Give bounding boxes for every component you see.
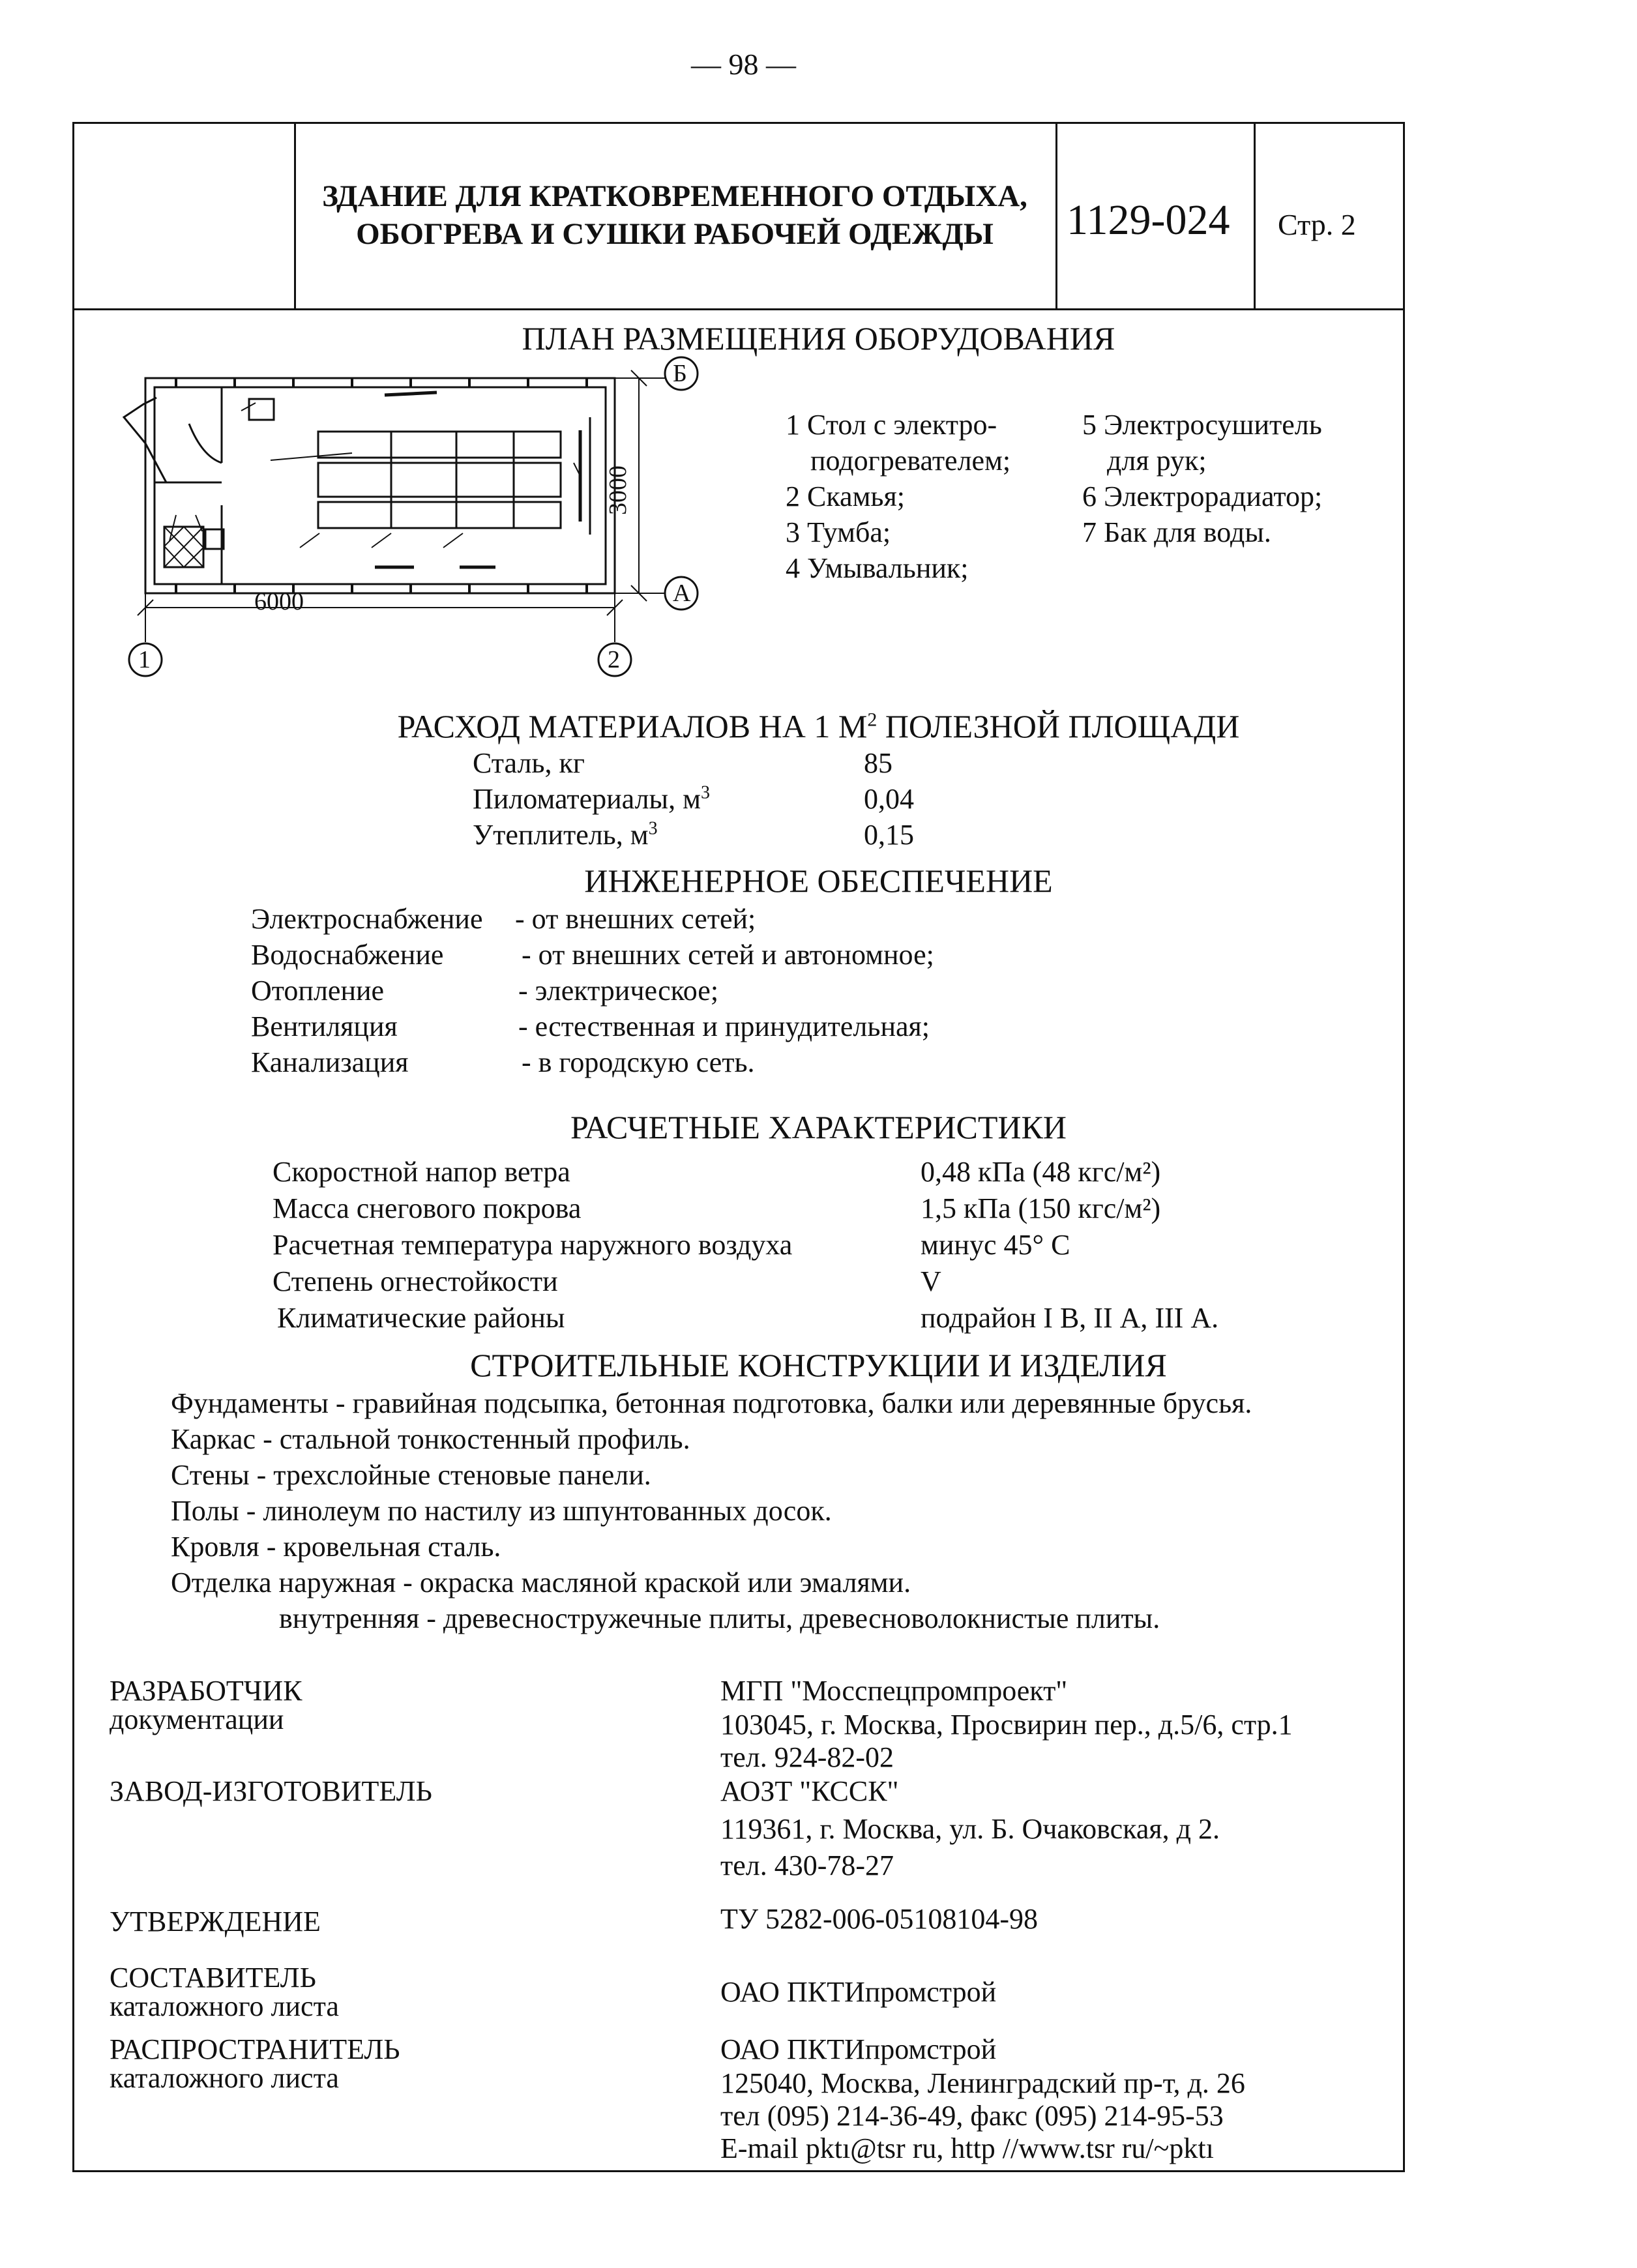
factory-address: 119361, г. Москва, ул. Б. Очаковская, д 2. — [720, 1813, 1220, 1845]
material-label-steel: Сталь, кг — [473, 747, 585, 779]
legend-item-7: 7 Бак для воды. — [1082, 516, 1271, 548]
plan-height-dimension: 3000 — [604, 465, 632, 515]
materials-title-sup: 2 — [867, 709, 877, 731]
engineering-value-sewage: - в городскую сеть. — [522, 1046, 755, 1078]
calc-label-fire: Степень огнестойкости — [273, 1265, 558, 1297]
construction-roof: Кровля - кровельная сталь. — [171, 1531, 501, 1563]
engineering-label-power: Электроснабжение — [251, 903, 483, 935]
compiler-sublabel: каталожного листа — [110, 1990, 339, 2022]
plan-width-dimension: 6000 — [254, 588, 304, 615]
calc-value-snow: 1,5 кПа (150 кгс/м²) — [921, 1192, 1161, 1224]
distributor-phone: тел (095) 214-36-49, факс (095) 214-95-53 — [720, 2100, 1224, 2132]
page-number: — 98 — — [691, 48, 796, 81]
material-label-insulation: Утеплитель, $м^3$ — [473, 818, 658, 851]
header-col2-divider — [1055, 122, 1057, 308]
legend-item-1-cont: подогревателем; — [810, 445, 1011, 477]
calc-title: РАСЧЕТНЫЕ ХАРАКТЕРИСТИКИ — [570, 1109, 1067, 1145]
approval-value: ТУ 5282-006-05108104-98 — [720, 1903, 1038, 1935]
calc-label-temperature: Расчетная температура наружного воздуха — [273, 1229, 793, 1261]
legend-item-5-cont: для рук; — [1107, 445, 1207, 477]
construction-floors: Полы - линолеум по настилу из шпунтованных досок. — [171, 1495, 832, 1527]
engineering-title: ИНЖЕНЕРНОЕ ОБЕСПЕЧЕНИЕ — [584, 862, 1053, 899]
construction-frame: Каркас - стальной тонкостенный профиль. — [171, 1423, 690, 1455]
plan-title: ПЛАН РАЗМЕЩЕНИЯ ОБОРУДОВАНИЯ — [522, 320, 1115, 357]
header-col3-divider — [1254, 122, 1256, 308]
document-title — [297, 177, 1053, 253]
calc-value-wind: 0,48 кПа (48 кгс/м²) — [921, 1156, 1161, 1188]
axis-a-label: А — [673, 580, 691, 607]
construction-finish-exterior: Отделка наружная - окраска масляной краской или эмалями. — [171, 1567, 911, 1598]
distributor-label: РАСПРОСТРАНИТЕЛЬ — [110, 2033, 400, 2065]
distributor-email: E-mail pktı@tsr ru, http //www.tsr ru/~pktı — [720, 2132, 1214, 2164]
distributor-sublabel: каталожного листа — [110, 2062, 339, 2094]
developer-sublabel: документации — [110, 1703, 284, 1735]
developer-address: 103045, г. Москва, Просвирин пер., д.5/6, стр.1 — [720, 1709, 1293, 1741]
distributor-address: 125040, Москва, Ленинградский пр-т, д. 26 — [720, 2067, 1245, 2099]
engineering-label-heating: Отопление — [251, 975, 385, 1007]
factory-label: ЗАВОД-ИЗГОТОВИТЕЛЬ — [110, 1775, 432, 1807]
factory-phone: тел. 430-78-27 — [720, 1849, 894, 1881]
engineering-value-water: - от внешних сетей и автономное; — [522, 939, 934, 971]
calc-value-fire: V — [921, 1265, 941, 1297]
construction-title: СТРОИТЕЛЬНЫЕ КОНСТРУКЦИИ И ИЗДЕЛИЯ — [470, 1347, 1167, 1383]
construction-walls: Стены - трехслойные стеновые панели. — [171, 1459, 651, 1491]
engineering-label-water: Водоснабжение — [251, 939, 444, 971]
engineering-value-ventilation: - естественная и принудительная; — [518, 1010, 930, 1042]
sheet-page: Стр. 2 — [1278, 208, 1356, 241]
floor-plan-drawing — [104, 352, 724, 685]
header-divider — [72, 308, 1405, 310]
calc-value-temperature: минус 45° С — [921, 1229, 1070, 1261]
plan-outer-wall — [145, 378, 615, 593]
distributor-name: ОАО ПКТИпромстрой — [720, 2033, 997, 2065]
legend-item-4: 4 Умывальник; — [786, 552, 969, 584]
engineering-label-sewage: Канализация — [251, 1046, 409, 1078]
construction-finish-interior: внутренняя - древесностружечные плиты, древесноволокнистые плиты. — [279, 1602, 1160, 1634]
axis-1-label: 1 — [138, 646, 151, 673]
title-line-1: ЗДАНИЕ ДЛЯ КРАТКОВРЕМЕННОГО ОТДЫХА, — [322, 179, 1027, 213]
plan-legend-left — [786, 407, 1010, 586]
developer-phone: тел. 924-82-02 — [720, 1741, 894, 1773]
construction-foundations: Фундаменты - гравийная подсыпка, бетонная подготовка, балки или деревянные брусья. — [171, 1387, 1252, 1419]
material-value-steel: 85 — [864, 747, 892, 779]
compiler-value: ОАО ПКТИпромстрой — [720, 1976, 997, 2008]
compiler-label: СОСТАВИТЕЛЬ — [110, 1962, 316, 1994]
legend-item-2: 2 Скамья; — [786, 480, 905, 512]
axis-b-label: Б — [673, 360, 687, 387]
material-label-lumber: Пиломатериалы, $м^3$ — [473, 782, 710, 815]
document-code: 1129-024 — [1067, 196, 1230, 244]
calc-value-climate: подрайон I В, II А, III А. — [921, 1302, 1219, 1334]
engineering-value-heating: - электрическое; — [518, 975, 719, 1007]
calc-label-wind: Скоростной напор ветра — [273, 1156, 570, 1188]
developer-label: РАЗРАБОТЧИК — [110, 1675, 302, 1707]
legend-item-1: 1 Стол с электро- — [786, 409, 997, 441]
engineering-value-power: - от внешних сетей; — [515, 903, 756, 935]
legend-item-3: 3 Тумба; — [786, 516, 891, 548]
legend-item-6: 6 Электрорадиатор; — [1082, 480, 1323, 512]
developer-name: МГП "Мосспецпромпроект" — [720, 1675, 1068, 1707]
material-value-lumber: 0,04 — [864, 783, 914, 815]
calc-label-snow: Масса снегового покрова — [273, 1192, 582, 1224]
legend-item-5: 5 Электросушитель — [1082, 409, 1322, 441]
material-value-insulation: 0,15 — [864, 819, 914, 851]
axis-2-label: 2 — [608, 646, 620, 673]
approval-label: УТВЕРЖДЕНИЕ — [110, 1906, 321, 1937]
factory-name: АОЗТ "КССК" — [720, 1775, 899, 1807]
plan-legend-right — [1082, 407, 1322, 550]
materials-title: РАСХОД МАТЕРИАЛОВ НА 1 $М^2$ ПОЛЕЗНОЙ ПЛОЩАДИ — [397, 708, 1240, 744]
calc-label-climate: Климатические районы — [277, 1302, 565, 1334]
header-col1-divider — [294, 122, 296, 308]
engineering-label-ventilation: Вентиляция — [251, 1010, 398, 1042]
title-line-2: ОБОГРЕВА И СУШКИ РАБОЧЕЙ ОДЕЖДЫ — [356, 217, 994, 251]
